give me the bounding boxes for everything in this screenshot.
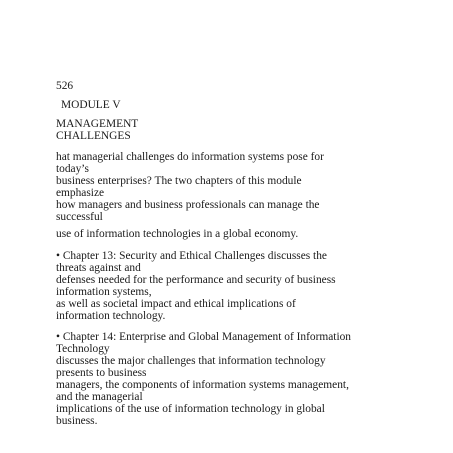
module-label: MODULE V xyxy=(61,99,121,111)
intro-line: how managers and business professionals can manage the xyxy=(56,199,320,211)
intro-line: use of information technologies in a global economy. xyxy=(56,228,299,240)
chapter-14-line: business. xyxy=(56,415,98,427)
chapter-13-line: information technology. xyxy=(56,310,166,322)
chapter-14-line: discusses the major challenges that information technology xyxy=(56,355,326,367)
chapter-14-line: presents to business xyxy=(56,367,147,379)
chapter-14-line: and the managerial xyxy=(56,391,143,403)
chapter-14-line: implications of the use of information technology in global xyxy=(56,403,325,415)
intro-line: successful xyxy=(56,211,103,223)
intro-line: emphasize xyxy=(56,187,105,199)
chapter-14-line: Technology xyxy=(56,343,110,355)
chapter-13-line: defenses needed for the performance and security of business xyxy=(56,274,336,286)
chapter-14-line: managers, the components of information systems management, xyxy=(56,379,349,391)
chapter-14-line: • Chapter 14: Enterprise and Global Management of Information xyxy=(56,331,351,343)
page-number: 526 xyxy=(56,80,74,92)
chapter-13-line: as well as societal impact and ethical implications of xyxy=(56,298,296,310)
chapter-13-line: • Chapter 13: Security and Ethical Challenges discusses the xyxy=(56,250,327,262)
intro-line: business enterprises? The two chapters of this module xyxy=(56,175,302,187)
chapter-13-line: information systems, xyxy=(56,286,152,298)
chapter-13-line: threats against and xyxy=(56,262,141,274)
module-title-line-2: CHALLENGES xyxy=(56,130,131,142)
intro-line: today’s xyxy=(56,163,89,175)
module-title-line-1: MANAGEMENT xyxy=(56,118,139,130)
intro-line: hat managerial challenges do information systems pose for xyxy=(56,151,324,163)
